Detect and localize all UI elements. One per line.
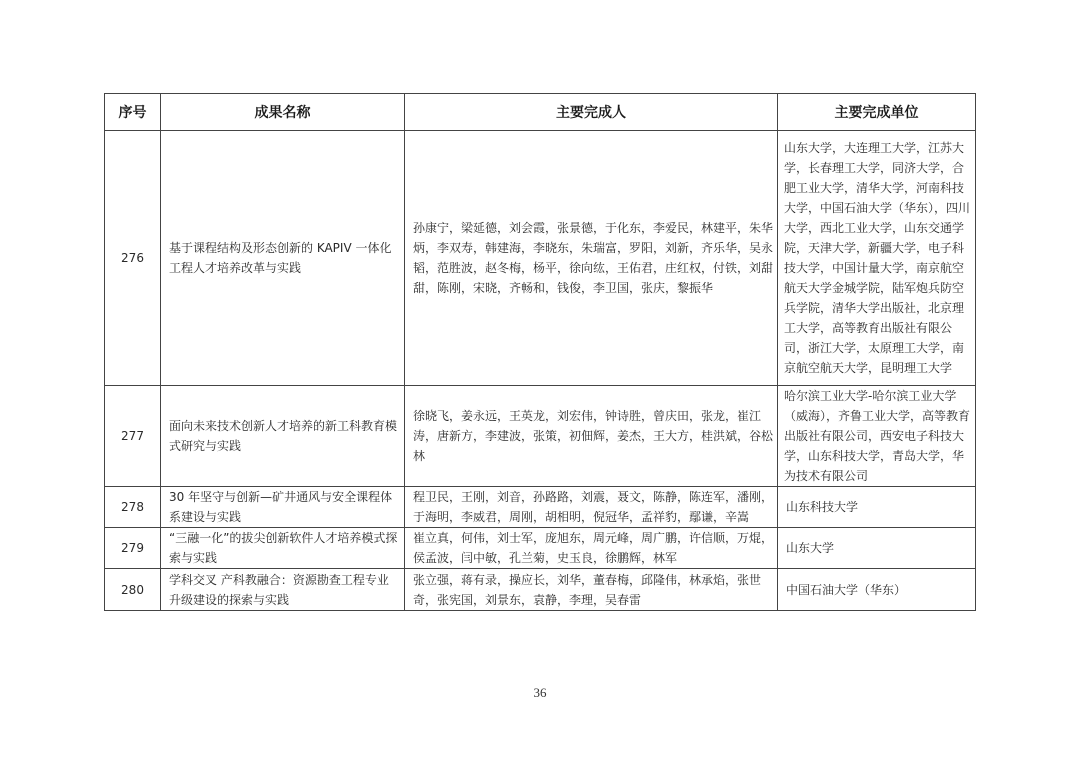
table-row	[105, 528, 976, 569]
table-row	[105, 487, 976, 528]
table-row	[105, 386, 976, 487]
achievement-name-cell: 面向未来技术创新人才培养的新工科教育模式研究与实践	[161, 386, 405, 487]
achievement-name-cell: 30 年坚守与创新—矿井通风与安全课程体系建设与实践	[161, 487, 405, 528]
page-number: 36	[533, 685, 547, 700]
contributors-cell: 崔立真，何伟，刘士军，庞旭东，周元峰，周广鹏，许信顺，万焜，侯孟波，闫中敏，孔兰菊，史玉良，徐鹏辉，林军	[405, 528, 778, 569]
serial-number-cell: 276	[105, 131, 161, 386]
table-header	[105, 94, 976, 131]
header-achievement-name: 成果名称	[161, 94, 405, 131]
table-row	[105, 131, 976, 386]
contributors-cell: 张立强，蒋有录，操应长，刘华，董春梅，邱隆伟，林承焰，张世奇，张宪国，刘景东，袁静，李理，吴春雷	[405, 569, 778, 611]
units-cell: 中国石油大学（华东）	[778, 569, 976, 611]
header-row	[105, 94, 976, 131]
header-main-contributors: 主要完成人	[405, 94, 778, 131]
serial-number-cell: 280	[105, 569, 161, 611]
units-cell: 山东大学，大连理工大学，江苏大学，长春理工大学，同济大学，合肥工业大学，清华大学，河南科技大学，中国石油大学（华东），四川大学，西北工业大学，山东交通学院，天津大学，新疆大学，电子科技大学，中国计量大学，南京航空航天大学金城学院，陆军炮兵防空兵学院，清华大学出版社，北京理工大学，高等教育出版社有限公司，浙江大学，太原理工大学，南京航空航天大学，昆明理工大学	[778, 131, 976, 386]
serial-number-cell: 278	[105, 487, 161, 528]
table-row	[105, 569, 976, 611]
serial-number-cell: 279	[105, 528, 161, 569]
contributors-cell: 程卫民，王刚，刘音，孙路路，刘震，聂文，陈静，陈连军，潘刚，于海明，李威君，周刚，胡相明，倪冠华，孟祥豹，鄢谦，辛嵩	[405, 487, 778, 528]
achievement-name-cell: 基于课程结构及形态创新的 KAPIV 一体化工程人才培养改革与实践	[161, 131, 405, 386]
header-main-units: 主要完成单位	[778, 94, 976, 131]
units-cell: 山东科技大学	[778, 487, 976, 528]
units-cell: 山东大学	[778, 528, 976, 569]
serial-number-cell: 277	[105, 386, 161, 487]
contributors-cell: 徐晓飞，姜永远，王英龙，刘宏伟，钟诗胜，曾庆田，张龙，崔江涛，唐新方，李建波，张策，初佃辉，姜杰，王大方，桂洪斌，谷松林	[405, 386, 778, 487]
achievement-table	[104, 93, 976, 611]
table-body	[105, 131, 976, 611]
achievement-name-cell: “三融一化”的拔尖创新软件人才培养模式探索与实践	[161, 528, 405, 569]
achievement-name-cell: 学科交叉 产科教融合：资源勘查工程专业升级建设的探索与实践	[161, 569, 405, 611]
header-serial-number: 序号	[105, 94, 161, 131]
units-cell: 哈尔滨工业大学-哈尔滨工业大学（威海），齐鲁工业大学，高等教育出版社有限公司，西安电子科技大学，山东科技大学，青岛大学，华为技术有限公司	[778, 386, 976, 487]
contributors-cell: 孙康宁，梁延德，刘会霞，张景德，于化东，李爱民，林建平，朱华炳，李双寿，韩建海，李晓东，朱瑞富，罗阳，刘新，齐乐华，吴永韬，范胜波，赵冬梅，杨平，徐向纮，王佑君，庄红权，付铁，刘甜甜，陈刚，宋晓，齐畅和，钱俊，李卫国，张庆，黎振华	[405, 131, 778, 386]
